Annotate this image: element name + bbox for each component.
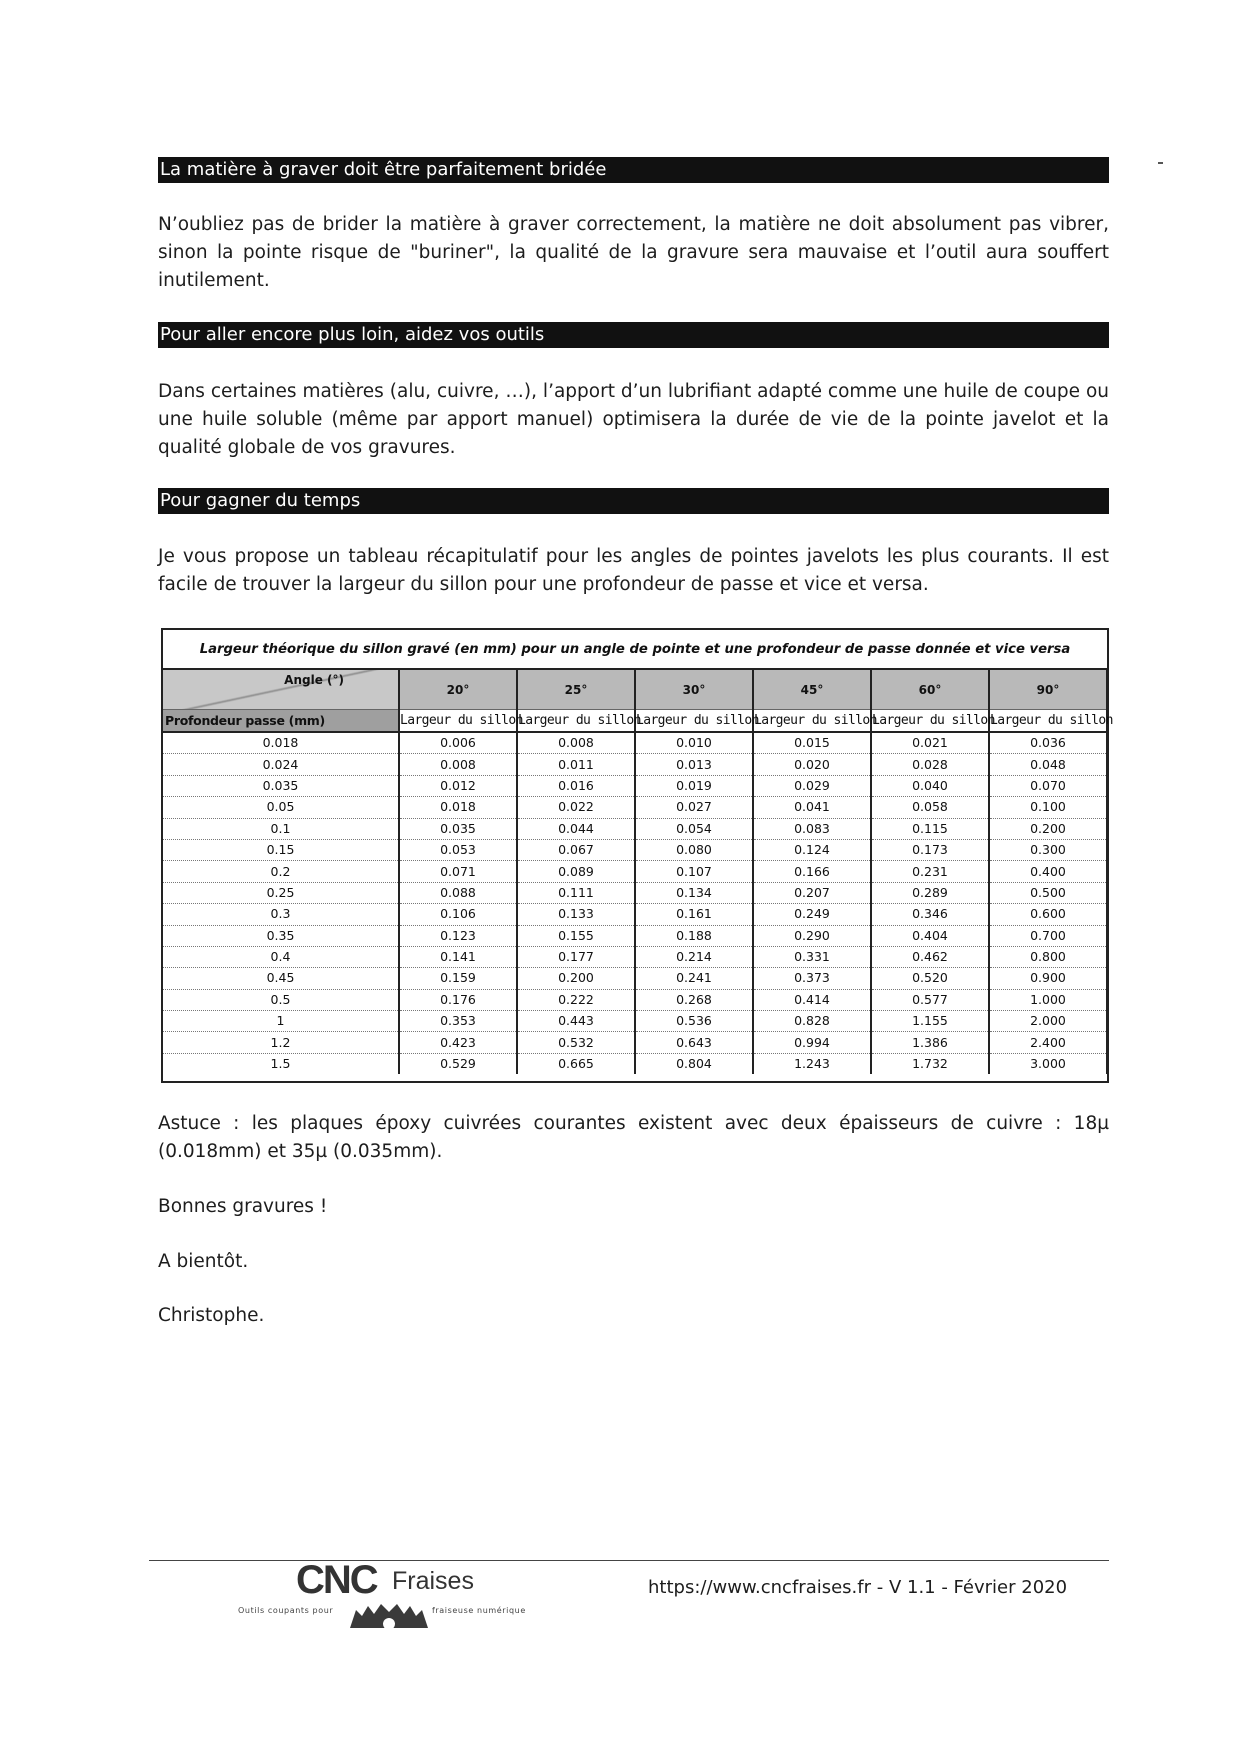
width-cell: 1.732 (871, 1053, 989, 1074)
sub-header: Largeur du sillon (871, 710, 989, 733)
table-row (163, 946, 1107, 967)
width-cell: 0.019 (635, 775, 753, 796)
table-row (163, 818, 1107, 839)
table-row (163, 904, 1107, 925)
width-cell: 0.443 (517, 1011, 635, 1032)
paragraph-bridage: N’oubliez pas de brider la matière à graver correctement, la matière ne doit absolument pas vibrer, sinon la pointe risque de "buriner", la qualité de la gravure sera mauvaise et l’outil aura souffert inutilement. (158, 214, 1109, 291)
width-cell: 2.000 (989, 1011, 1107, 1032)
width-cell: 0.070 (989, 775, 1107, 796)
depth-cell: 0.2 (163, 861, 399, 882)
depth-cell: 0.35 (163, 925, 399, 946)
width-cell: 0.040 (871, 775, 989, 796)
width-cell: 0.994 (753, 1032, 871, 1053)
sub-header: Largeur du sillon (989, 710, 1107, 733)
width-cell: 0.133 (517, 904, 635, 925)
width-cell: 0.083 (753, 818, 871, 839)
width-cell: 0.021 (871, 732, 989, 754)
sillon-table-grid (163, 670, 1113, 1074)
width-cell: 0.331 (753, 946, 871, 967)
paragraph-tableau-intro: Je vous propose un tableau récapitulatif pour les angles de pointes javelots les plus courants. Il est facile de trouver la largeur du sillon pour une profondeur de passe et vice et versa. (158, 546, 1109, 595)
width-cell: 0.088 (399, 882, 517, 903)
table-row (163, 839, 1107, 860)
width-cell: 0.200 (989, 818, 1107, 839)
depth-cell: 0.05 (163, 797, 399, 818)
width-cell: 0.520 (871, 968, 989, 989)
width-cell: 0.013 (635, 754, 753, 775)
width-cell: 0.529 (399, 1053, 517, 1074)
width-cell: 0.800 (989, 946, 1107, 967)
section-heading-gagner-temps (158, 488, 1109, 514)
width-cell: 0.106 (399, 904, 517, 925)
logo-tagline-left: Outils coupants pour (238, 1606, 334, 1615)
table-corner-cell (163, 670, 399, 710)
scan-speck (1158, 162, 1163, 164)
depth-cell: 1.2 (163, 1032, 399, 1053)
width-cell: 0.532 (517, 1032, 635, 1053)
sub-header: Largeur du sillon (399, 710, 517, 733)
section-heading-text: La matière à graver doit être parfaitement bridée (160, 159, 607, 180)
width-cell: 0.207 (753, 882, 871, 903)
table-row (163, 732, 1107, 754)
width-cell: 0.124 (753, 839, 871, 860)
width-cell: 0.200 (517, 968, 635, 989)
sub-header: Largeur du sillon (517, 710, 635, 733)
width-cell: 0.027 (635, 797, 753, 818)
depth-cell: 0.018 (163, 732, 399, 754)
text-a-bientot: A bientôt. (158, 1251, 249, 1272)
table-row (163, 797, 1107, 818)
width-cell: 0.249 (753, 904, 871, 925)
paragraph-lubrifiant: Dans certaines matières (alu, cuivre, …), l’apport d’un lubrifiant adapté comme une huile de coupe ou une huile soluble (même par apport manuel) optimisera la durée de vie de la pointe javelot et la qualité globale de vos gravures. (158, 381, 1109, 458)
width-cell: 0.008 (399, 754, 517, 775)
depth-cell: 0.4 (163, 946, 399, 967)
angle-header: 20° (399, 670, 517, 710)
depth-cell: 1.5 (163, 1053, 399, 1074)
table-body (163, 732, 1107, 1074)
width-cell: 0.500 (989, 882, 1107, 903)
table-row (163, 925, 1107, 946)
width-cell: 0.300 (989, 839, 1107, 860)
width-cell: 0.404 (871, 925, 989, 946)
table-row (163, 882, 1107, 903)
angle-header: 25° (517, 670, 635, 710)
table-row (163, 861, 1107, 882)
section-heading-text: Pour gagner du temps (160, 490, 361, 511)
width-cell: 0.018 (399, 797, 517, 818)
width-cell: 0.041 (753, 797, 871, 818)
width-cell: 0.028 (871, 754, 989, 775)
width-cell: 1.386 (871, 1032, 989, 1053)
table-row (163, 1011, 1107, 1032)
width-cell: 0.107 (635, 861, 753, 882)
width-cell: 0.577 (871, 989, 989, 1010)
width-cell: 0.029 (753, 775, 871, 796)
depth-cell: 1 (163, 1011, 399, 1032)
width-cell: 2.400 (989, 1032, 1107, 1053)
width-cell: 0.022 (517, 797, 635, 818)
width-cell: 0.100 (989, 797, 1107, 818)
width-cell: 0.700 (989, 925, 1107, 946)
depth-cell: 0.45 (163, 968, 399, 989)
width-cell: 0.141 (399, 946, 517, 967)
width-cell: 0.804 (635, 1053, 753, 1074)
logo-cnc-text: CNC (296, 1558, 377, 1602)
width-cell: 0.012 (399, 775, 517, 796)
width-cell: 0.053 (399, 839, 517, 860)
text-signature: Christophe. (158, 1305, 265, 1326)
width-cell: 0.900 (989, 968, 1107, 989)
width-cell: 0.115 (871, 818, 989, 839)
corner-angle-label: Angle (°) (284, 673, 344, 687)
width-cell: 1.243 (753, 1053, 871, 1074)
subheader-row (163, 710, 1107, 733)
width-cell: 0.011 (517, 754, 635, 775)
width-cell: 0.058 (871, 797, 989, 818)
sillon-width-table (161, 628, 1113, 1083)
width-cell: 0.290 (753, 925, 871, 946)
width-cell: 0.111 (517, 882, 635, 903)
width-cell: 0.177 (517, 946, 635, 967)
table-row (163, 989, 1107, 1010)
depth-cell: 0.15 (163, 839, 399, 860)
width-cell: 0.414 (753, 989, 871, 1010)
width-cell: 0.134 (635, 882, 753, 903)
width-cell: 0.035 (399, 818, 517, 839)
logo-fraises-text: Fraises (392, 1567, 474, 1595)
width-cell: 0.048 (989, 754, 1107, 775)
width-cell: 0.536 (635, 1011, 753, 1032)
gear-icon (348, 1602, 430, 1628)
width-cell: 0.173 (871, 839, 989, 860)
width-cell: 0.071 (399, 861, 517, 882)
width-cell: 0.665 (517, 1053, 635, 1074)
table-row (163, 754, 1107, 775)
width-cell: 0.353 (399, 1011, 517, 1032)
table-row (163, 968, 1107, 989)
width-cell: 0.054 (635, 818, 753, 839)
width-cell: 3.000 (989, 1053, 1107, 1074)
width-cell: 0.159 (399, 968, 517, 989)
width-cell: 0.188 (635, 925, 753, 946)
width-cell: 0.423 (399, 1032, 517, 1053)
width-cell: 0.643 (635, 1032, 753, 1053)
width-cell: 0.346 (871, 904, 989, 925)
width-cell: 0.008 (517, 732, 635, 754)
angle-header-row (163, 670, 1107, 710)
table-row (163, 1053, 1107, 1074)
width-cell: 0.222 (517, 989, 635, 1010)
width-cell: 0.155 (517, 925, 635, 946)
width-cell: 0.010 (635, 732, 753, 754)
width-cell: 0.214 (635, 946, 753, 967)
width-cell: 0.231 (871, 861, 989, 882)
width-cell: 0.044 (517, 818, 635, 839)
table-row (163, 1032, 1107, 1053)
width-cell: 1.155 (871, 1011, 989, 1032)
depth-cell: 0.1 (163, 818, 399, 839)
cncfraises-logo (236, 1558, 546, 1628)
width-cell: 0.373 (753, 968, 871, 989)
width-cell: 0.462 (871, 946, 989, 967)
width-cell: 0.089 (517, 861, 635, 882)
angle-header: 90° (989, 670, 1107, 710)
sub-header: Largeur du sillon (635, 710, 753, 733)
width-cell: 0.080 (635, 839, 753, 860)
width-cell: 0.166 (753, 861, 871, 882)
width-cell: 0.400 (989, 861, 1107, 882)
width-cell: 0.268 (635, 989, 753, 1010)
paragraph-astuce: Astuce : les plaques époxy cuivrées courantes existent avec deux épaisseurs de cuivre : 18µ (0.018mm) et 35µ (0.035mm). (158, 1113, 1109, 1162)
section-heading-bridage (158, 157, 1109, 183)
logo-tagline-right: fraiseuse numérique (432, 1606, 526, 1615)
depth-cell: 0.3 (163, 904, 399, 925)
table-row (163, 775, 1107, 796)
width-cell: 0.289 (871, 882, 989, 903)
depth-cell: 0.024 (163, 754, 399, 775)
text-bonnes-gravures: Bonnes gravures ! (158, 1196, 328, 1217)
depth-cell: 0.5 (163, 989, 399, 1010)
depth-cell: 0.25 (163, 882, 399, 903)
width-cell: 0.176 (399, 989, 517, 1010)
width-cell: 0.123 (399, 925, 517, 946)
table-caption: Largeur théorique du sillon gravé (en mm) pour un angle de pointe et une profondeur de passe donnée et vice versa (163, 630, 1107, 670)
width-cell: 0.036 (989, 732, 1107, 754)
angle-header: 30° (635, 670, 753, 710)
width-cell: 1.000 (989, 989, 1107, 1010)
width-cell: 0.020 (753, 754, 871, 775)
width-cell: 0.015 (753, 732, 871, 754)
section-heading-lubrifiant (158, 322, 1109, 348)
width-cell: 0.067 (517, 839, 635, 860)
angle-header: 60° (871, 670, 989, 710)
depth-cell: 0.035 (163, 775, 399, 796)
sub-header: Largeur du sillon (753, 710, 871, 733)
width-cell: 0.241 (635, 968, 753, 989)
width-cell: 0.006 (399, 732, 517, 754)
corner-depth-label: Profondeur passe (mm) (163, 710, 399, 733)
width-cell: 0.828 (753, 1011, 871, 1032)
footer-url-version: https://www.cncfraises.fr - V 1.1 - Février 2020 (648, 1577, 1068, 1598)
width-cell: 0.600 (989, 904, 1107, 925)
section-heading-text: Pour aller encore plus loin, aidez vos outils (160, 324, 545, 345)
width-cell: 0.161 (635, 904, 753, 925)
angle-header: 45° (753, 670, 871, 710)
width-cell: 0.016 (517, 775, 635, 796)
